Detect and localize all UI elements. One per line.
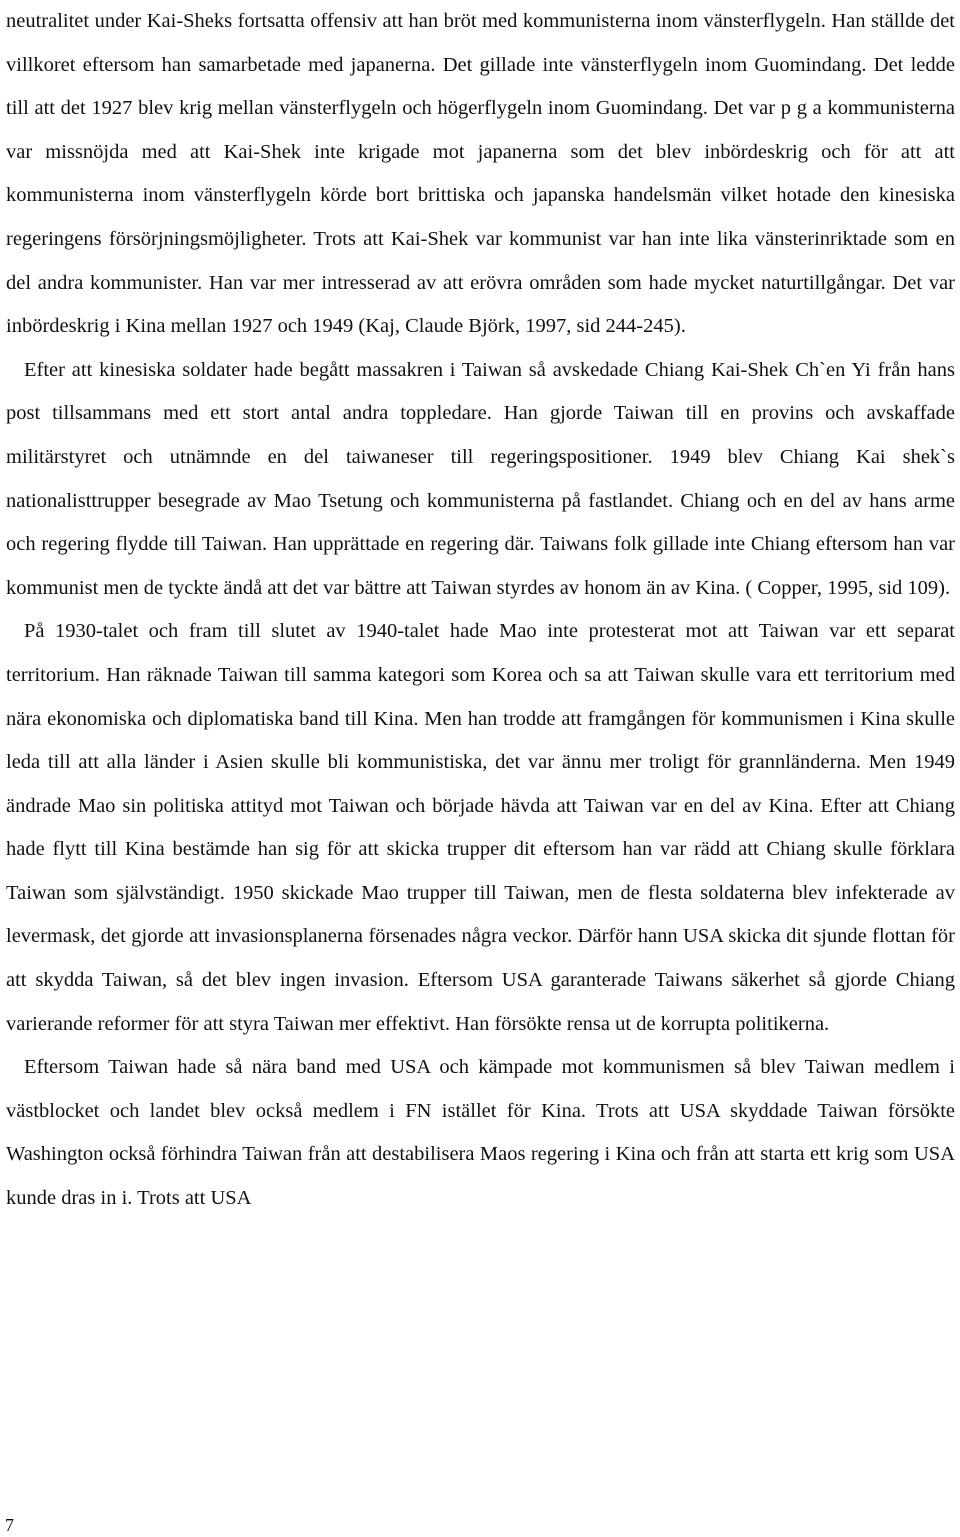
page-number: 7 — [5, 1515, 14, 1535]
document-page — [6, 0, 955, 1221]
paragraph-4: Eftersom Taiwan hade så nära band med USA och kämpade mot kommunismen så blev Taiwan medlem i västblocket och landet blev också medlem i FN istället för Kina. Trots att USA skyddade Taiwan försökte Washington också förhindra Taiwan från att destabilisera Maos regering i Kina och från att starta ett krig som USA kunde dras in i. Trots att USA — [6, 1056, 955, 1210]
paragraph-1: neutralitet under Kai-Sheks fortsatta offensiv att han bröt med kommunisterna inom vänsterflygeln. Han ställde det villkoret eftersom han samarbetade med japanerna. Det gillade inte vänsterflygeln inom Guomindang. Det ledde till att det 1927 blev krig mellan vänsterflygeln och högerflygeln inom Guomindang. Det var p g a kommunisterna var missnöjda med att Kai-Shek inte krigade mot japanerna som det blev inbördeskrig och för att att kommunisterna inom vänsterflygeln körde bort brittiska och japanska handelsmän vilket hotade den kinesiska regeringens försörjningsmöjligheter. Trots att Kai-Shek var kommunist var han inte lika vänsterinriktade som en del andra kommunister. Han var mer intresserad av att erövra områden som hade mycket naturtillgångar. Det var inbördeskrig i Kina mellan 1927 och 1949 (Kaj, Claude Björk, 1997, sid 244-245). — [6, 10, 955, 338]
paragraph-3: På 1930-talet och fram till slutet av 1940-talet hade Mao inte protesterat mot att Taiwan var ett separat territorium. Han räknade Taiwan till samma kategori som Korea och sa att Taiwan skulle vara ett territorium med nära ekonomiska och diplomatiska band till Kina. Men han trodde att framgången för kommunismen i Kina skulle leda till att alla länder i Asien skulle bli kommunistiska, det var ännu mer troligt för grannländerna. Men 1949 ändrade Mao sin politiska attityd mot Taiwan och började hävda att Taiwan var en del av Kina. Efter att Chiang hade flytt till Kina bestämde han sig för att skicka trupper dit eftersom han var rädd att Chiang skulle förklara Taiwan som självständigt. 1950 skickade Mao trupper till Taiwan, men de flesta soldaterna blev infekterade av levermask, det gjorde att invasionsplanerna försenades några veckor. Därför hann USA skicka dit sjunde flottan för att skydda Taiwan, så det blev ingen invasion. Eftersom USA garanterade Taiwans säkerhet så gjorde Chiang varierande reformer för att styra Taiwan mer effektivt. Han försökte rensa ut de korrupta politikerna. — [6, 620, 955, 1035]
paragraph-2: Efter att kinesiska soldater hade begått massakren i Taiwan så avskedade Chiang Kai-Shek Ch`en Yi från hans post tillsammans med ett stort antal andra toppledare. Han gjorde Taiwan till en provins och avskaffade militärstyret och utnämnde en del taiwaneser till regeringspositioner. 1949 blev Chiang Kai shek`s nationalisttrupper besegrade av Mao Tsetung och kommunisterna på fastlandet. Chiang och en del av hans arme och regering flydde till Taiwan. Han upprättade en regering där. Taiwans folk gillade inte Chiang eftersom han var kommunist men de tyckte ändå att det var bättre att Taiwan styrdes av honom än av Kina. ( Copper, 1995, sid 109). — [6, 358, 955, 599]
